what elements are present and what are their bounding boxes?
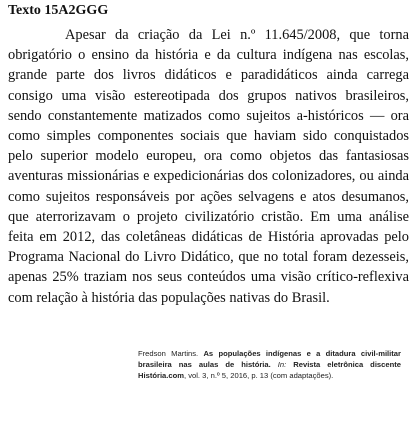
citation-journal: Revista eletrônica discente História.com	[138, 360, 401, 381]
citation-article-title: As populações indígenas e a ditadura civil-militar brasileira nas aulas de história.	[138, 349, 401, 370]
citation-in-label: In:	[277, 360, 287, 370]
document	[8, 2, 409, 308]
citation-author: Fredson Martins.	[138, 349, 199, 358]
citation-details: , vol. 3, n.º 5, 2016, p. 13 (com adaptações).	[184, 371, 334, 381]
source-citation	[138, 348, 401, 382]
text-title: Texto 15A2GGG	[8, 3, 109, 18]
body-paragraph: Apesar da criação da Lei n.º 11.645/2008, que torna obrigatório o ensino da história e da cultura indígena nas escolas, grande parte dos livros didáticos e paradidáticos ainda carrega consigo uma visão estereotipada dos grupos nativos brasileiros, sendo constantemente matizados como sujeitos a-históricos — ora como simples componentes sociais que haviam sido conquistados pelo superior modelo europeu, ora como objetos das fantasiosas aventuras missionárias e expedicionárias dos colonizadores, ou ainda como sujeitos responsáveis por ações selvagens e atos desumanos, que aterrorizavam o projeto civilizatório cristão. Em uma análise feita em 2012, das coletâneas didáticas de História aprovadas pelo Programa Nacional do Livro Didático, que no total foram dezesseis, apenas 25% traziam nos seus conteúdos uma visão crítico-reflexiva com relação à história das populações nativas do Brasil.	[8, 27, 409, 306]
